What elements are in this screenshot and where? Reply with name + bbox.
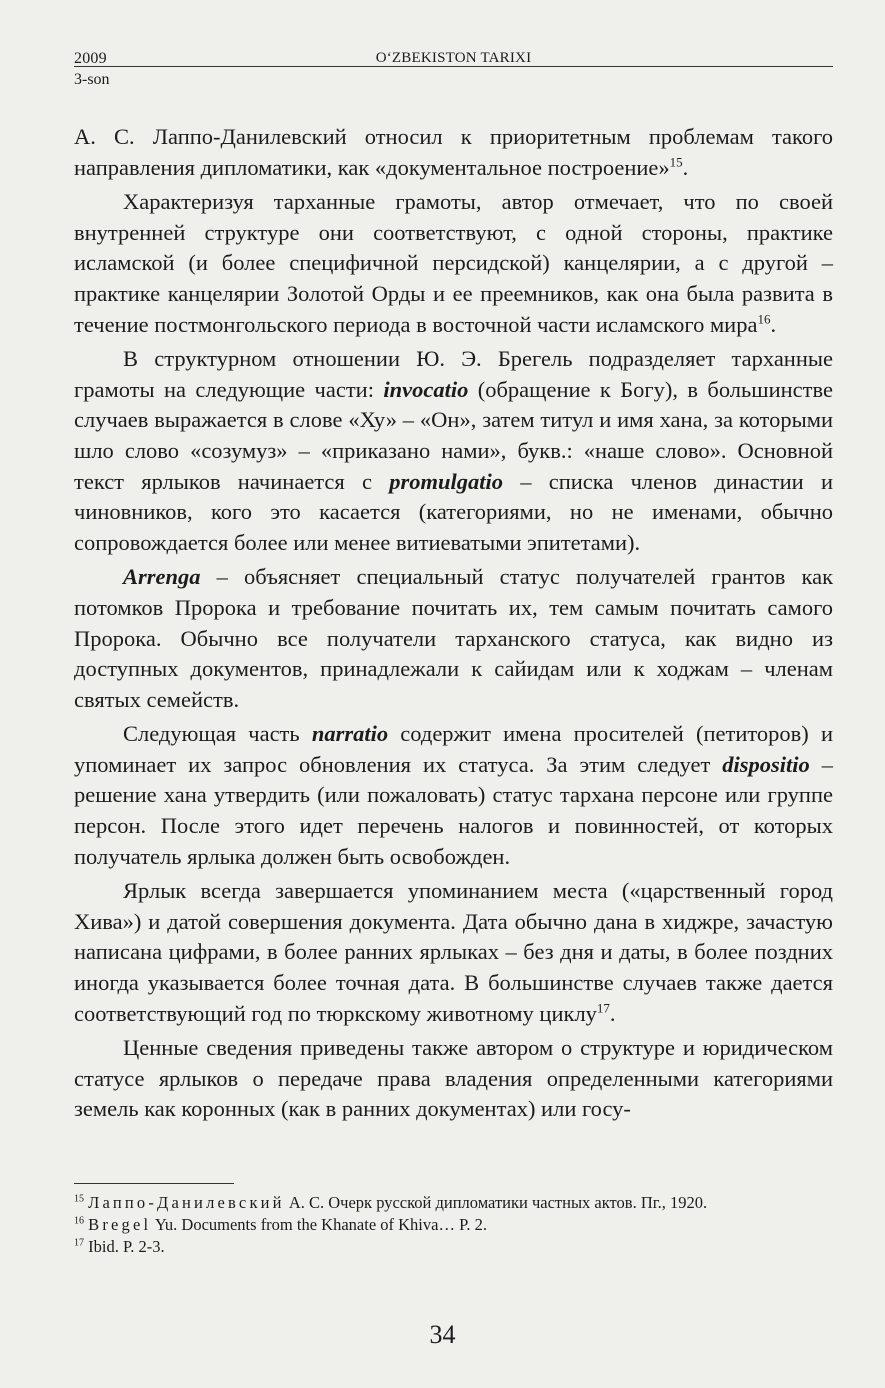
paragraph: Ценные сведения приведены также автором о структуре и юридическом статусе ярлыков о передаче права владения определенными категориями земель как коронных (как в ранних документах) или госу- xyxy=(74,1035,833,1122)
running-header xyxy=(74,40,833,66)
header-issue: 3-son xyxy=(74,71,110,88)
footnotes xyxy=(74,1192,833,1258)
paragraph: Ярлык всегда завершается упоминанием места («царственный город Хива») и датой совершения документа. Дата обычно дана в хиджре, зачастую написана цифрами, в более ранних ярлыках – без дня и даты, в более поздних иногда указывается более точная дата. В большинстве случаев также дается соответствующий год по тюркскому животному циклу$^{17}$. xyxy=(74,878,833,1026)
footnote: $^{15}$ Лаппо-Данилевский А. С. Очерк русской дипломатики частных актов. Пг., 1920. xyxy=(74,1193,708,1212)
footnote-ref[interactable]: 17 xyxy=(596,1000,610,1016)
main-text xyxy=(74,122,833,1125)
footnote-ref[interactable]: 15 xyxy=(669,154,683,170)
header-journal-title: O‘ZBEKISTON TARIXI xyxy=(375,50,532,66)
paragraph: Характеризуя тарханные грамоты, автор отмечает, что по своей внутренней структуре они соответствуют, с одной стороны, практике исламской (и более специфичной персидской) канцелярии, а с другой – практике канцелярии Золотой Орды и ее преемников, как она была развита в течение постмонгольского периода в восточной части исламского мира$^{16}$. xyxy=(74,189,833,337)
paragraph: В структурном отношении Ю. Э. Брегель подразделяет тарханные грамоты на следующие части: invocatio (обращение к Богу), в большинстве случаев выражается в слове «Ху» – «Он», затем титул и имя хана, за которыми шло слово «созумуз» – «приказано нами», букв.: «наше слово». Основной текст ярлыков начинается с promulgatio – списка членов династии и чиновников, кого это касается (категориями, но не именами, обычно сопровождается более или менее витиеватыми эпитетами). xyxy=(74,346,833,555)
footnote-author: Лаппо-Данилевский xyxy=(88,1193,285,1212)
footnote-author: Bregel xyxy=(88,1215,152,1234)
footnote: $^{17}$ Ibid. P. 2-3. xyxy=(74,1237,165,1256)
paragraph: А. С. Лаппо-Данилевский относил к приоритетным проблемам такого направления дипломатики, как «документальное построение»$^{15}$. xyxy=(74,124,833,180)
footnote: $^{16}$ Bregel Yu. Documents from the Khanate of Khiva… P. 2. xyxy=(74,1215,488,1234)
header-rule xyxy=(74,66,833,67)
latin-term: narratio xyxy=(311,721,389,747)
latin-term: invocatio xyxy=(383,376,469,402)
paragraph: Arrenga – объясняет специальный статус получателей грантов как потомков Пророка и требование почитать их, тем самым почитать самого Пророка. Обычно все получатели тарханского статуса, как видно из доступных документов, принадлежали к сайидам или к ходжам – членам святых семейств. xyxy=(74,564,833,712)
footnote-separator xyxy=(74,1183,234,1184)
page-number: 34 xyxy=(429,1320,456,1349)
latin-term: dispositio xyxy=(722,751,810,777)
header-year: 2009 xyxy=(74,50,107,67)
latin-term: promulgatio xyxy=(389,468,503,494)
latin-term: Arrenga xyxy=(123,564,201,590)
paragraph: Следующая часть narratio содержит имена просителей (петиторов) и упоминает их запрос обновления их статуса. За этим следует dispositio – решение хана утвердить (или пожаловать) статус тархана персоне или группе персон. После этого идет перечень налогов и повинностей, от которых получатель ярлыка должен быть освобожден. xyxy=(74,721,834,869)
footnote-ref[interactable]: 16 xyxy=(757,311,771,327)
